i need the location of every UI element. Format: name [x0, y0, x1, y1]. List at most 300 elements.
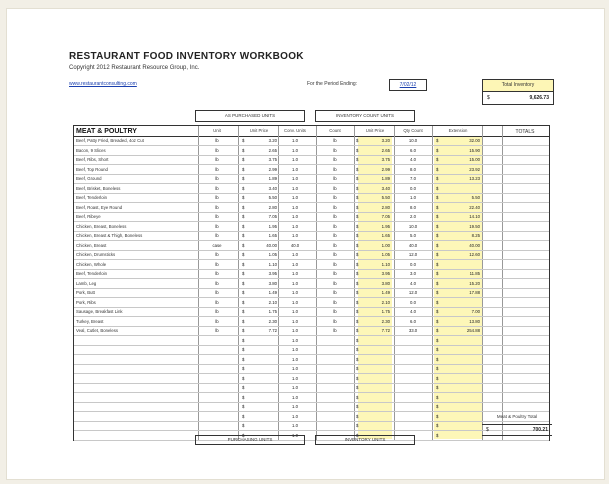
extension-value[interactable]: 40.00: [469, 242, 480, 248]
extension-value[interactable]: [442, 336, 480, 345]
inventory-unit-price[interactable]: 1.65: [381, 233, 390, 238]
item-name[interactable]: [76, 402, 196, 411]
website-link[interactable]: www.restaurantconsulting.com: [69, 81, 137, 87]
purchase-price[interactable]: 5.50: [268, 195, 277, 200]
extension-value[interactable]: [442, 402, 480, 411]
inventory-count[interactable]: 10.0: [408, 223, 418, 229]
purchase-price[interactable]: 3.40: [268, 185, 277, 191]
conversion-units[interactable]: 1.0: [292, 214, 298, 219]
count-unit[interactable]: lb: [333, 242, 337, 248]
count-unit[interactable]: lb: [333, 147, 337, 153]
inventory-unit-price[interactable]: 3.75: [381, 157, 390, 162]
item-name[interactable]: Beef, Tenderloin: [76, 271, 107, 276]
purchase-price[interactable]: 7.72: [268, 328, 277, 333]
inventory-count[interactable]: 3.0: [410, 271, 416, 276]
extension-value[interactable]: [442, 364, 480, 373]
extension-value[interactable]: 13.23: [469, 176, 480, 181]
count-unit[interactable]: lb: [333, 223, 337, 229]
extension-value[interactable]: 19.50: [469, 223, 480, 229]
item-name[interactable]: Beef, Ribs, Short: [76, 157, 109, 162]
currency-symbol: $: [356, 147, 359, 153]
extension-value[interactable]: 5.50: [471, 195, 480, 200]
item-name[interactable]: Chicken, Drumsticks: [76, 252, 116, 257]
purchase-price[interactable]: 2.99: [268, 166, 277, 172]
purchase-price[interactable]: [249, 355, 277, 364]
item-name[interactable]: Beef, Roast, Eye Round: [76, 204, 123, 210]
purchase-unit[interactable]: lb: [215, 328, 219, 333]
item-name[interactable]: Chicken, Breast & Thigh, Boneless: [76, 233, 143, 238]
count-unit[interactable]: [320, 402, 350, 411]
inventory-count[interactable]: [396, 402, 430, 411]
item-name[interactable]: Veal, Cutlet, Boneless: [76, 328, 119, 333]
item-name[interactable]: Turkey, Breast: [76, 318, 104, 324]
purchase-price[interactable]: 2.10: [268, 299, 277, 305]
inventory-count[interactable]: 40.0: [408, 242, 418, 248]
purchase-price[interactable]: 40.00: [266, 242, 277, 248]
purchase-price[interactable]: [249, 345, 277, 354]
count-unit[interactable]: [320, 383, 350, 392]
extension-value[interactable]: [442, 184, 480, 193]
purchase-price[interactable]: 3.20: [268, 138, 277, 143]
currency-symbol: $: [436, 385, 439, 390]
currency-symbol: $: [436, 309, 439, 314]
item-name[interactable]: Beef, Ground: [76, 176, 102, 181]
purchase-price[interactable]: 3.95: [268, 271, 277, 276]
purchase-unit[interactable]: lb: [215, 147, 219, 153]
inventory-unit-price[interactable]: 1.00: [381, 242, 390, 248]
purchase-unit[interactable]: [202, 421, 232, 430]
currency-symbol: $: [356, 252, 359, 257]
extension-value[interactable]: [442, 412, 480, 421]
purchase-unit[interactable]: lb: [215, 223, 219, 229]
count-unit[interactable]: lb: [333, 299, 337, 305]
item-name[interactable]: [76, 345, 196, 354]
purchase-price[interactable]: 1.65: [268, 233, 277, 238]
conversion-units[interactable]: 1.0: [292, 385, 298, 390]
purchase-unit[interactable]: lb: [215, 195, 219, 200]
currency-symbol: $: [436, 195, 439, 200]
currency-symbol: $: [356, 166, 359, 172]
count-unit[interactable]: lb: [333, 290, 337, 295]
count-unit[interactable]: lb: [333, 204, 337, 210]
currency-symbol: $: [356, 233, 359, 238]
count-unit[interactable]: [320, 412, 350, 421]
currency-symbol: $: [242, 413, 245, 419]
purchase-unit[interactable]: lb: [215, 176, 219, 181]
conversion-units[interactable]: 1.0: [292, 185, 298, 191]
inventory-count[interactable]: [396, 393, 430, 402]
inventory-unit-price[interactable]: 1.95: [381, 223, 390, 229]
extension-value[interactable]: 254.88: [466, 328, 480, 333]
conversion-units[interactable]: 1.0: [292, 337, 298, 343]
item-name[interactable]: [76, 383, 196, 392]
conversion-units[interactable]: 1.0: [292, 252, 298, 257]
purchase-unit[interactable]: lb: [215, 214, 219, 219]
purchase-price[interactable]: 2.65: [268, 147, 277, 153]
currency-symbol: $: [242, 195, 245, 200]
purchase-unit[interactable]: [202, 402, 232, 411]
inventory-unit-price[interactable]: 1.75: [381, 309, 390, 314]
purchase-price[interactable]: 1.75: [268, 309, 277, 314]
inventory-unit-price[interactable]: [360, 421, 390, 430]
count-unit[interactable]: lb: [333, 185, 337, 191]
inventory-unit-price[interactable]: 2.80: [381, 204, 390, 210]
inventory-count[interactable]: 7.0: [410, 176, 416, 181]
inventory-count[interactable]: 6.0: [410, 318, 416, 324]
conversion-units[interactable]: 1.0: [292, 394, 298, 400]
extension-value[interactable]: [442, 298, 480, 307]
currency-symbol: $: [356, 204, 359, 210]
purchase-unit[interactable]: [202, 383, 232, 392]
inventory-count[interactable]: [396, 374, 430, 383]
inventory-unit-price[interactable]: [360, 364, 390, 373]
count-unit[interactable]: [320, 374, 350, 383]
inventory-count[interactable]: 0.0: [410, 261, 416, 267]
currency-symbol: $: [356, 176, 359, 181]
inventory-count[interactable]: 0.0: [410, 185, 416, 191]
item-name[interactable]: [76, 431, 196, 440]
conversion-units[interactable]: 1.0: [292, 138, 298, 143]
currency-symbol: $: [436, 337, 439, 343]
currency-symbol: $: [356, 185, 359, 191]
currency-symbol: $: [356, 138, 359, 143]
item-name[interactable]: Chicken, Whole: [76, 261, 107, 267]
purchase-price[interactable]: [249, 421, 277, 430]
purchase-unit[interactable]: lb: [215, 309, 219, 314]
conversion-units[interactable]: 1.0: [292, 204, 298, 210]
inventory-unit-price[interactable]: 2.30: [381, 318, 390, 324]
purchase-price[interactable]: [249, 374, 277, 383]
currency-symbol: $: [436, 176, 439, 181]
item-name[interactable]: Sausage, Breakfast Link: [76, 309, 123, 314]
conversion-units[interactable]: 1.0: [292, 233, 298, 238]
inventory-unit-price[interactable]: 1.10: [381, 261, 390, 267]
inventory-unit-price[interactable]: 2.99: [381, 166, 390, 172]
table-row: [74, 155, 549, 165]
conversion-units[interactable]: 1.0: [292, 413, 298, 419]
item-name[interactable]: Beef, Top Round: [76, 166, 108, 172]
conversion-units[interactable]: 1.0: [292, 166, 298, 172]
extension-value[interactable]: [442, 393, 480, 402]
inventory-count[interactable]: [396, 364, 430, 373]
currency-symbol: $: [242, 347, 245, 352]
conversion-units[interactable]: 1.0: [292, 375, 298, 381]
table-row: [74, 241, 549, 251]
currency-symbol: $: [436, 432, 439, 438]
inventory-unit-price[interactable]: 5.50: [381, 195, 390, 200]
count-unit[interactable]: lb: [333, 318, 337, 324]
extension-value[interactable]: 15.90: [469, 147, 480, 153]
purchase-unit[interactable]: [202, 364, 232, 373]
extension-value[interactable]: 15.00: [469, 157, 480, 162]
currency-symbol: $: [486, 427, 489, 433]
extension-value[interactable]: 12.60: [469, 252, 480, 257]
extension-value[interactable]: [442, 383, 480, 392]
conversion-units[interactable]: 1.0: [292, 432, 298, 438]
period-end-field[interactable]: 7/02/12: [389, 79, 427, 91]
table-row: [74, 345, 549, 355]
conversion-units[interactable]: 1.0: [292, 261, 298, 267]
inventory-count[interactable]: [396, 345, 430, 354]
inventory-count[interactable]: 0.0: [410, 299, 416, 305]
purchase-unit[interactable]: lb: [215, 261, 219, 267]
inventory-unit-price[interactable]: 3.95: [381, 271, 390, 276]
inventory-count[interactable]: 4.0: [410, 280, 416, 286]
purchase-price[interactable]: [249, 393, 277, 402]
conversion-units[interactable]: 1.0: [292, 347, 298, 352]
extension-value[interactable]: 11.85: [469, 271, 480, 276]
conversion-units[interactable]: 1.0: [292, 157, 298, 162]
col-extension: Extension: [448, 128, 468, 133]
purchase-price[interactable]: 1.05: [268, 252, 277, 257]
inventory-count[interactable]: 8.0: [410, 166, 416, 172]
purchase-price[interactable]: [249, 336, 277, 345]
currency-symbol: $: [356, 271, 359, 276]
extension-value[interactable]: 15.20: [469, 280, 480, 286]
conversion-units[interactable]: 1.0: [292, 195, 298, 200]
purchase-price[interactable]: [249, 383, 277, 392]
inventory-count[interactable]: [396, 421, 430, 430]
inventory-count[interactable]: 5.0: [410, 233, 416, 238]
purchase-unit[interactable]: [202, 355, 232, 364]
inventory-unit-price[interactable]: [360, 402, 390, 411]
extension-value[interactable]: 14.10: [469, 214, 480, 219]
count-unit[interactable]: lb: [333, 261, 337, 267]
item-name[interactable]: Chicken, Breast: [76, 242, 107, 248]
purchase-unit[interactable]: [202, 393, 232, 402]
purchase-unit[interactable]: lb: [215, 252, 219, 257]
inventory-count[interactable]: 4.0: [410, 309, 416, 314]
table-row: [74, 431, 549, 441]
inventory-unit-price[interactable]: [360, 374, 390, 383]
purchase-unit[interactable]: [202, 412, 232, 421]
item-name[interactable]: [76, 393, 196, 402]
inventory-count[interactable]: 8.0: [410, 204, 416, 210]
item-name[interactable]: Beef, Patty Fried, Breaded, 4oz Cut: [76, 138, 144, 143]
extension-value[interactable]: 23.92: [469, 166, 480, 172]
count-unit[interactable]: [320, 345, 350, 354]
count-unit[interactable]: lb: [333, 309, 337, 314]
extension-value[interactable]: [442, 421, 480, 430]
inventory-unit-price[interactable]: 3.20: [381, 138, 390, 143]
purchase-price[interactable]: [249, 402, 277, 411]
item-name[interactable]: Beef, Ribeye: [76, 214, 101, 219]
conversion-units[interactable]: 1.0: [292, 271, 298, 276]
purchase-price[interactable]: 2.30: [268, 318, 277, 324]
extension-value[interactable]: [442, 355, 480, 364]
purchase-unit[interactable]: [202, 336, 232, 345]
inventory-count[interactable]: 33.0: [408, 328, 418, 333]
conversion-units[interactable]: 1.0: [292, 356, 298, 362]
inventory-count[interactable]: 1.0: [410, 195, 416, 200]
table-row: [74, 193, 549, 203]
currency-symbol: $: [356, 214, 359, 219]
conversion-units[interactable]: 1.0: [292, 404, 298, 409]
currency-symbol: $: [242, 299, 245, 305]
inventory-unit-price[interactable]: 1.05: [381, 252, 390, 257]
currency-symbol: $: [436, 204, 439, 210]
item-name[interactable]: Pork, Ribs: [76, 299, 96, 305]
item-name[interactable]: Lamb, Leg: [76, 280, 97, 286]
count-unit[interactable]: lb: [333, 176, 337, 181]
purchase-unit[interactable]: lb: [215, 166, 219, 172]
inventory-unit-price[interactable]: [360, 393, 390, 402]
total-inventory-box: [482, 79, 554, 105]
conversion-units[interactable]: 1.0: [292, 328, 298, 333]
item-name[interactable]: Pork, Butt: [76, 290, 95, 295]
conversion-units[interactable]: 1.0: [292, 366, 298, 371]
currency-symbol: $: [242, 176, 245, 181]
conversion-units[interactable]: 40.0: [290, 242, 300, 248]
currency-symbol: $: [242, 432, 245, 438]
table-row: [74, 279, 549, 289]
conversion-units[interactable]: 1.0: [292, 299, 298, 305]
count-unit[interactable]: lb: [333, 214, 337, 219]
purchase-unit[interactable]: lb: [215, 233, 219, 238]
inventory-count[interactable]: [396, 383, 430, 392]
purchase-unit[interactable]: lb: [215, 280, 219, 286]
inventory-unit-price[interactable]: [360, 355, 390, 364]
currency-symbol: $: [436, 366, 439, 371]
inventory-unit-price[interactable]: [360, 383, 390, 392]
extension-value[interactable]: 17.88: [469, 290, 480, 295]
currency-symbol: $: [356, 261, 359, 267]
extension-value[interactable]: 32.00: [469, 138, 480, 143]
conversion-units[interactable]: 1.0: [292, 147, 298, 153]
item-name[interactable]: Chicken, Breast, Boneless: [76, 223, 127, 229]
inventory-unit-price[interactable]: 3.40: [381, 185, 390, 191]
conversion-units[interactable]: 1.0: [292, 423, 298, 428]
count-unit[interactable]: [320, 336, 350, 345]
inventory-count[interactable]: 12.0: [408, 252, 418, 257]
currency-symbol: $: [436, 185, 439, 191]
item-name[interactable]: [76, 355, 196, 364]
inventory-unit-price[interactable]: 7.05: [381, 214, 390, 219]
currency-symbol: $: [356, 385, 359, 390]
extension-value[interactable]: 22.40: [469, 204, 480, 210]
inventory-count[interactable]: 2.0: [410, 214, 416, 219]
inventory-unit-price[interactable]: [360, 345, 390, 354]
purchase-unit[interactable]: [202, 345, 232, 354]
item-name[interactable]: [76, 412, 196, 421]
purchase-price[interactable]: 3.80: [268, 280, 277, 286]
item-name[interactable]: Beef, Brisket, Boneless: [76, 185, 121, 191]
count-unit[interactable]: lb: [333, 138, 337, 143]
purchase-price[interactable]: [249, 364, 277, 373]
item-name[interactable]: Bacon, 9 Slices: [76, 147, 106, 153]
conversion-units[interactable]: 1.0: [292, 223, 298, 229]
inventory-count[interactable]: 4.0: [410, 157, 416, 162]
table-row: [74, 383, 549, 393]
inventory-count[interactable]: 12.0: [408, 290, 418, 295]
purchase-unit[interactable]: lb: [215, 185, 219, 191]
copyright-text: Copyright 2012 Restaurant Resource Group, Inc.: [69, 65, 200, 71]
conversion-units[interactable]: 1.0: [292, 318, 298, 324]
extension-value[interactable]: 13.80: [469, 318, 480, 324]
subtotal-value: [482, 424, 552, 436]
extension-value[interactable]: 8.25: [471, 233, 480, 238]
currency-symbol: $: [242, 271, 245, 276]
count-unit[interactable]: lb: [333, 271, 337, 276]
inventory-count[interactable]: [396, 412, 430, 421]
inventory-unit-price[interactable]: 2.10: [381, 299, 390, 305]
count-unit[interactable]: lb: [333, 166, 337, 172]
extension-value[interactable]: [442, 260, 480, 269]
inventory-unit-price[interactable]: [360, 412, 390, 421]
item-name[interactable]: [76, 421, 196, 430]
count-unit[interactable]: [320, 355, 350, 364]
count-unit[interactable]: lb: [333, 157, 337, 162]
purchase-unit[interactable]: lb: [215, 157, 219, 162]
inventory-unit-price[interactable]: 1.89: [381, 176, 390, 181]
currency-symbol: $: [436, 404, 439, 409]
conversion-units[interactable]: 1.0: [292, 290, 298, 295]
currency-symbol: $: [242, 404, 245, 409]
item-name[interactable]: [76, 364, 196, 373]
purchase-unit[interactable]: lb: [215, 204, 219, 210]
worksheet: [6, 8, 605, 480]
extension-value[interactable]: 7.00: [471, 309, 480, 314]
purchase-unit[interactable]: lb: [215, 318, 219, 324]
count-unit[interactable]: [320, 421, 350, 430]
extension-value[interactable]: [442, 345, 480, 354]
inventory-unit-price[interactable]: [360, 336, 390, 345]
purchase-price[interactable]: 1.89: [268, 176, 277, 181]
count-unit[interactable]: [320, 364, 350, 373]
extension-value[interactable]: [442, 374, 480, 383]
inventory-count[interactable]: [396, 355, 430, 364]
purchase-price[interactable]: 1.10: [268, 261, 277, 267]
currency-symbol: $: [436, 290, 439, 295]
purchase-price[interactable]: 1.49: [268, 290, 277, 295]
purchase-unit[interactable]: [202, 374, 232, 383]
purchase-unit[interactable]: case: [212, 242, 222, 248]
inventory-unit-price[interactable]: 1.49: [381, 290, 390, 295]
purchase-unit[interactable]: lb: [215, 290, 219, 295]
conversion-units[interactable]: 1.0: [292, 176, 298, 181]
count-unit[interactable]: lb: [333, 328, 337, 333]
conversion-units[interactable]: 1.0: [292, 309, 298, 314]
item-name[interactable]: [76, 336, 196, 345]
purchase-unit[interactable]: lb: [215, 138, 219, 143]
count-unit[interactable]: lb: [333, 280, 337, 286]
count-unit[interactable]: lb: [333, 195, 337, 200]
purchase-price[interactable]: [249, 412, 277, 421]
count-unit[interactable]: lb: [333, 252, 337, 257]
inventory-count[interactable]: 6.0: [410, 147, 416, 153]
purchase-price[interactable]: 1.95: [268, 223, 277, 229]
inventory-unit-price[interactable]: 2.65: [381, 147, 390, 153]
count-unit[interactable]: lb: [333, 233, 337, 238]
extension-value[interactable]: [442, 431, 480, 440]
purchase-price[interactable]: 3.75: [268, 157, 277, 162]
inventory-unit-price[interactable]: 3.80: [381, 280, 390, 286]
table-row: [74, 212, 549, 222]
item-name[interactable]: [76, 374, 196, 383]
conversion-units[interactable]: 1.0: [292, 280, 298, 286]
currency-symbol: $: [356, 195, 359, 200]
purchase-price[interactable]: 7.05: [268, 214, 277, 219]
inventory-count[interactable]: [396, 336, 430, 345]
item-name[interactable]: Beef, Tenderloin: [76, 195, 107, 200]
inventory-unit-price[interactable]: 7.72: [381, 328, 390, 333]
currency-symbol: $: [242, 394, 245, 400]
purchase-price[interactable]: 2.80: [268, 204, 277, 210]
purchase-unit[interactable]: lb: [215, 299, 219, 305]
count-unit[interactable]: [320, 393, 350, 402]
inventory-count[interactable]: 10.0: [408, 138, 418, 143]
purchase-unit[interactable]: lb: [215, 271, 219, 276]
